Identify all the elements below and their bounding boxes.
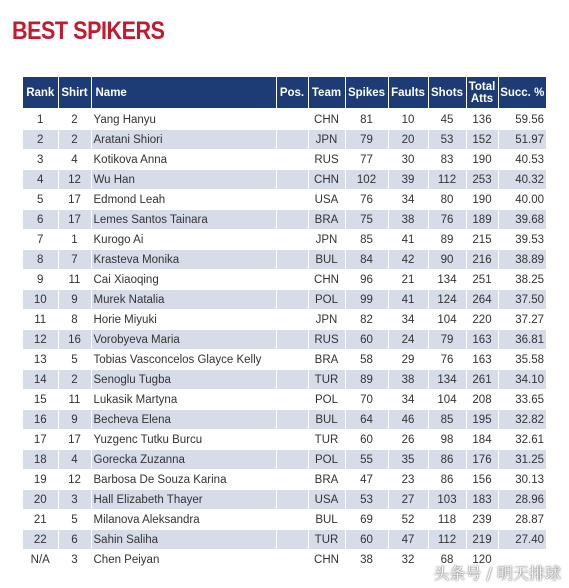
team-cell: JPN	[308, 230, 345, 250]
pos-cell	[276, 130, 308, 150]
shots-cell: 104	[428, 310, 466, 330]
pos-cell	[276, 310, 308, 330]
total-atts-cell: 195	[466, 410, 498, 430]
faults-cell: 46	[388, 410, 428, 430]
team-cell: BRA	[308, 350, 345, 370]
faults-cell: 10	[388, 109, 428, 130]
shots-cell: 124	[428, 290, 466, 310]
table-row	[23, 410, 546, 430]
spikes-cell: 38	[345, 550, 388, 570]
rank-cell: 10	[23, 290, 58, 310]
shirt-cell: 11	[58, 390, 91, 410]
name-cell: Milanova Aleksandra	[91, 510, 276, 530]
shots-cell: 68	[428, 550, 466, 570]
team-cell: TUR	[308, 370, 345, 390]
faults-cell: 20	[388, 130, 428, 150]
rank-cell: 18	[23, 450, 58, 470]
rank-cell: 4	[23, 170, 58, 190]
shots-cell: 86	[428, 450, 466, 470]
rank-cell: 20	[23, 490, 58, 510]
spikes-cell: 55	[345, 450, 388, 470]
success-pct-cell: 28.87	[498, 510, 546, 530]
total-atts-cell: 176	[466, 450, 498, 470]
spikes-cell: 64	[345, 410, 388, 430]
shirt-cell: 6	[58, 530, 91, 550]
team-cell: TUR	[308, 430, 345, 450]
faults-cell: 24	[388, 330, 428, 350]
name-cell: Krasteva Monika	[91, 250, 276, 270]
team-cell: BUL	[308, 510, 345, 530]
success-pct-cell: 38.25	[498, 270, 546, 290]
success-pct-cell: 39.53	[498, 230, 546, 250]
success-pct-cell: 27.40	[498, 530, 546, 550]
shirt-cell: 9	[58, 290, 91, 310]
spikes-cell: 84	[345, 250, 388, 270]
name-cell: Sahin Saliha	[91, 530, 276, 550]
success-pct-cell: 32.61	[498, 430, 546, 450]
success-pct-cell: 40.53	[498, 150, 546, 170]
shots-cell: 79	[428, 330, 466, 350]
pos-cell	[276, 230, 308, 250]
success-pct-cell: 39.68	[498, 210, 546, 230]
header-faults[interactable]: Faults	[388, 77, 428, 109]
success-pct-cell: 37.27	[498, 310, 546, 330]
shots-cell: 98	[428, 430, 466, 450]
success-pct-cell: 31.25	[498, 450, 546, 470]
rank-cell: 3	[23, 150, 58, 170]
team-cell: JPN	[308, 130, 345, 150]
header-rank[interactable]: Rank	[23, 77, 58, 109]
rank-cell: 6	[23, 210, 58, 230]
spikes-cell: 53	[345, 490, 388, 510]
spikes-cell: 69	[345, 510, 388, 530]
header-total-atts[interactable]: Total Atts	[466, 77, 498, 109]
team-cell: RUS	[308, 330, 345, 350]
success-pct-cell: 32.82	[498, 410, 546, 430]
name-cell: Chen Peiyan	[91, 550, 276, 570]
success-pct-cell: 40.32	[498, 170, 546, 190]
header-pos[interactable]: Pos.	[276, 77, 308, 109]
team-cell: CHN	[308, 550, 345, 570]
total-atts-cell: 183	[466, 490, 498, 510]
spikes-cell: 60	[345, 530, 388, 550]
pos-cell	[276, 290, 308, 310]
shots-cell: 76	[428, 350, 466, 370]
success-pct-cell: 33.65	[498, 390, 546, 410]
faults-cell: 30	[388, 150, 428, 170]
team-cell: POL	[308, 390, 345, 410]
name-cell: Barbosa De Souza Karina	[91, 470, 276, 490]
header-row	[23, 77, 546, 109]
shirt-cell: 4	[58, 450, 91, 470]
pos-cell	[276, 150, 308, 170]
rank-cell: N/A	[23, 550, 58, 570]
faults-cell: 32	[388, 550, 428, 570]
shots-cell: 112	[428, 530, 466, 550]
table-row	[23, 150, 546, 170]
pos-cell	[276, 250, 308, 270]
rank-cell: 15	[23, 390, 58, 410]
table-row	[23, 210, 546, 230]
pos-cell	[276, 350, 308, 370]
faults-cell: 23	[388, 470, 428, 490]
name-cell: Murek Natalia	[91, 290, 276, 310]
shirt-cell: 8	[58, 310, 91, 330]
team-cell: BRA	[308, 470, 345, 490]
pos-cell	[276, 370, 308, 390]
rank-cell: 12	[23, 330, 58, 350]
spikes-cell: 99	[345, 290, 388, 310]
shirt-cell: 11	[58, 270, 91, 290]
rank-cell: 11	[23, 310, 58, 330]
shots-cell: 53	[428, 130, 466, 150]
team-cell: POL	[308, 290, 345, 310]
shirt-cell: 7	[58, 250, 91, 270]
spikes-cell: 82	[345, 310, 388, 330]
pos-cell	[276, 330, 308, 350]
table-row	[23, 450, 546, 470]
total-atts-cell: 184	[466, 430, 498, 450]
shots-cell: 90	[428, 250, 466, 270]
total-atts-cell: 189	[466, 210, 498, 230]
rank-cell: 2	[23, 130, 58, 150]
pos-cell	[276, 109, 308, 130]
pos-cell	[276, 170, 308, 190]
rank-cell: 22	[23, 530, 58, 550]
faults-cell: 26	[388, 430, 428, 450]
table-body	[23, 109, 546, 570]
faults-cell: 38	[388, 370, 428, 390]
pos-cell	[276, 530, 308, 550]
total-atts-cell: 120	[466, 550, 498, 570]
header-name[interactable]: Name	[91, 77, 276, 109]
table-row	[23, 350, 546, 370]
success-pct-cell: 35.58	[498, 350, 546, 370]
pos-cell	[276, 490, 308, 510]
team-cell: BUL	[308, 250, 345, 270]
header-shots[interactable]: Shots	[428, 77, 466, 109]
table-row	[23, 390, 546, 410]
spikes-cell: 75	[345, 210, 388, 230]
success-pct-cell: 28.96	[498, 490, 546, 510]
name-cell: Kurogo Ai	[91, 230, 276, 250]
table-row	[23, 109, 546, 130]
shots-cell: 112	[428, 170, 466, 190]
rank-cell: 13	[23, 350, 58, 370]
shirt-cell: 16	[58, 330, 91, 350]
watermark: 头条号 / 明天排球	[433, 564, 561, 583]
spikes-cell: 85	[345, 230, 388, 250]
total-atts-cell: 215	[466, 230, 498, 250]
shots-cell: 103	[428, 490, 466, 510]
shots-cell: 104	[428, 390, 466, 410]
success-pct-cell: 51.97	[498, 130, 546, 150]
shirt-cell: 9	[58, 410, 91, 430]
pos-cell	[276, 390, 308, 410]
table-row	[23, 470, 546, 490]
pos-cell	[276, 190, 308, 210]
faults-cell: 34	[388, 390, 428, 410]
name-cell: Yang Hanyu	[91, 109, 276, 130]
table-row	[23, 370, 546, 390]
team-cell: BUL	[308, 410, 345, 430]
spikes-cell: 60	[345, 430, 388, 450]
best-spikers-table	[23, 77, 546, 570]
shots-cell: 85	[428, 410, 466, 430]
name-cell: Wu Han	[91, 170, 276, 190]
team-cell: POL	[308, 450, 345, 470]
table-row	[23, 310, 546, 330]
name-cell: Senoglu Tugba	[91, 370, 276, 390]
team-cell: CHN	[308, 109, 345, 130]
total-atts-cell: 264	[466, 290, 498, 310]
faults-cell: 47	[388, 530, 428, 550]
team-cell: USA	[308, 490, 345, 510]
header-shirt[interactable]: Shirt	[58, 77, 91, 109]
team-cell: RUS	[308, 150, 345, 170]
table-row	[23, 130, 546, 150]
shirt-cell: 17	[58, 430, 91, 450]
total-atts-cell: 239	[466, 510, 498, 530]
shots-cell: 83	[428, 150, 466, 170]
table-row	[23, 190, 546, 210]
shirt-cell: 12	[58, 170, 91, 190]
name-cell: Yuzgenc Tutku Burcu	[91, 430, 276, 450]
total-atts-cell: 220	[466, 310, 498, 330]
faults-cell: 34	[388, 190, 428, 210]
spikes-cell: 58	[345, 350, 388, 370]
rank-cell: 5	[23, 190, 58, 210]
success-pct-cell: 34.10	[498, 370, 546, 390]
faults-cell: 39	[388, 170, 428, 190]
faults-cell: 41	[388, 290, 428, 310]
spikes-cell: 81	[345, 109, 388, 130]
spikes-cell: 77	[345, 150, 388, 170]
success-pct-cell: 37.50	[498, 290, 546, 310]
spikes-cell: 89	[345, 370, 388, 390]
total-atts-cell: 251	[466, 270, 498, 290]
faults-cell: 38	[388, 210, 428, 230]
table-row	[23, 430, 546, 450]
shirt-cell: 5	[58, 510, 91, 530]
table-row	[23, 290, 546, 310]
spikes-cell: 96	[345, 270, 388, 290]
pos-cell	[276, 550, 308, 570]
shots-cell: 80	[428, 190, 466, 210]
team-cell: BRA	[308, 210, 345, 230]
shots-cell: 86	[428, 470, 466, 490]
shirt-cell: 2	[58, 370, 91, 390]
name-cell: Becheva Elena	[91, 410, 276, 430]
spikes-cell: 76	[345, 190, 388, 210]
pos-cell	[276, 210, 308, 230]
table-row	[23, 330, 546, 350]
header-success-pct[interactable]: Succ. %	[498, 77, 546, 109]
spikes-cell: 60	[345, 330, 388, 350]
name-cell: Horie Miyuki	[91, 310, 276, 330]
total-atts-cell: 163	[466, 330, 498, 350]
rank-cell: 8	[23, 250, 58, 270]
table-row	[23, 270, 546, 290]
success-pct-cell: 40.00	[498, 190, 546, 210]
name-cell: Aratani Shiori	[91, 130, 276, 150]
team-cell: JPN	[308, 310, 345, 330]
total-atts-cell: 190	[466, 150, 498, 170]
header-spikes[interactable]: Spikes	[345, 77, 388, 109]
pos-cell	[276, 470, 308, 490]
shirt-cell: 4	[58, 150, 91, 170]
rank-cell: 16	[23, 410, 58, 430]
success-pct-cell: 30.13	[498, 470, 546, 490]
name-cell: Kotikova Anna	[91, 150, 276, 170]
faults-cell: 27	[388, 490, 428, 510]
spikes-cell: 102	[345, 170, 388, 190]
total-atts-cell: 261	[466, 370, 498, 390]
total-atts-cell: 156	[466, 470, 498, 490]
shirt-cell: 2	[58, 109, 91, 130]
shots-cell: 45	[428, 109, 466, 130]
faults-cell: 52	[388, 510, 428, 530]
shirt-cell: 17	[58, 210, 91, 230]
name-cell: Edmond Leah	[91, 190, 276, 210]
team-cell: USA	[308, 190, 345, 210]
name-cell: Hall Elizabeth Thayer	[91, 490, 276, 510]
table-row	[23, 490, 546, 510]
shirt-cell: 3	[58, 490, 91, 510]
faults-cell: 21	[388, 270, 428, 290]
shirt-cell: 1	[58, 230, 91, 250]
rank-cell: 1	[23, 109, 58, 130]
name-cell: Gorecka Zuzanna	[91, 450, 276, 470]
success-pct-cell: 38.89	[498, 250, 546, 270]
name-cell: Vorobyeva Maria	[91, 330, 276, 350]
rank-cell: 14	[23, 370, 58, 390]
team-cell: TUR	[308, 530, 345, 550]
pos-cell	[276, 270, 308, 290]
success-pct-cell: 59.56	[498, 109, 546, 130]
pos-cell	[276, 450, 308, 470]
rank-cell: 19	[23, 470, 58, 490]
spikes-cell: 70	[345, 390, 388, 410]
rank-cell: 7	[23, 230, 58, 250]
total-atts-cell: 208	[466, 390, 498, 410]
shirt-cell: 5	[58, 350, 91, 370]
table-row	[23, 530, 546, 550]
total-atts-cell: 253	[466, 170, 498, 190]
total-atts-cell: 190	[466, 190, 498, 210]
pos-cell	[276, 510, 308, 530]
total-atts-cell: 219	[466, 530, 498, 550]
table-row	[23, 510, 546, 530]
rank-cell: 17	[23, 430, 58, 450]
header-team[interactable]: Team	[308, 77, 345, 109]
total-atts-cell: 136	[466, 109, 498, 130]
shirt-cell: 2	[58, 130, 91, 150]
rank-cell: 9	[23, 270, 58, 290]
team-cell: CHN	[308, 270, 345, 290]
shirt-cell: 17	[58, 190, 91, 210]
shots-cell: 89	[428, 230, 466, 250]
name-cell: Cai Xiaoqing	[91, 270, 276, 290]
shots-cell: 76	[428, 210, 466, 230]
team-cell: CHN	[308, 170, 345, 190]
shots-cell: 134	[428, 370, 466, 390]
total-atts-cell: 163	[466, 350, 498, 370]
total-atts-cell: 152	[466, 130, 498, 150]
spikes-cell: 47	[345, 470, 388, 490]
name-cell: Lemes Santos Tainara	[91, 210, 276, 230]
rank-cell: 21	[23, 510, 58, 530]
shirt-cell: 3	[58, 550, 91, 570]
name-cell: Lukasik Martyna	[91, 390, 276, 410]
table-row	[23, 230, 546, 250]
table-row	[23, 250, 546, 270]
faults-cell: 35	[388, 450, 428, 470]
total-atts-cell: 216	[466, 250, 498, 270]
shirt-cell: 12	[58, 470, 91, 490]
shots-cell: 118	[428, 510, 466, 530]
spikes-cell: 79	[345, 130, 388, 150]
faults-cell: 41	[388, 230, 428, 250]
faults-cell: 34	[388, 310, 428, 330]
faults-cell: 42	[388, 250, 428, 270]
table-row	[23, 170, 546, 190]
success-pct-cell: 36.81	[498, 330, 546, 350]
pos-cell	[276, 430, 308, 450]
shots-cell: 134	[428, 270, 466, 290]
page-title: BEST SPIKERS	[12, 17, 165, 45]
pos-cell	[276, 410, 308, 430]
name-cell: Tobias Vasconcelos Glayce Kelly	[91, 350, 276, 370]
faults-cell: 29	[388, 350, 428, 370]
